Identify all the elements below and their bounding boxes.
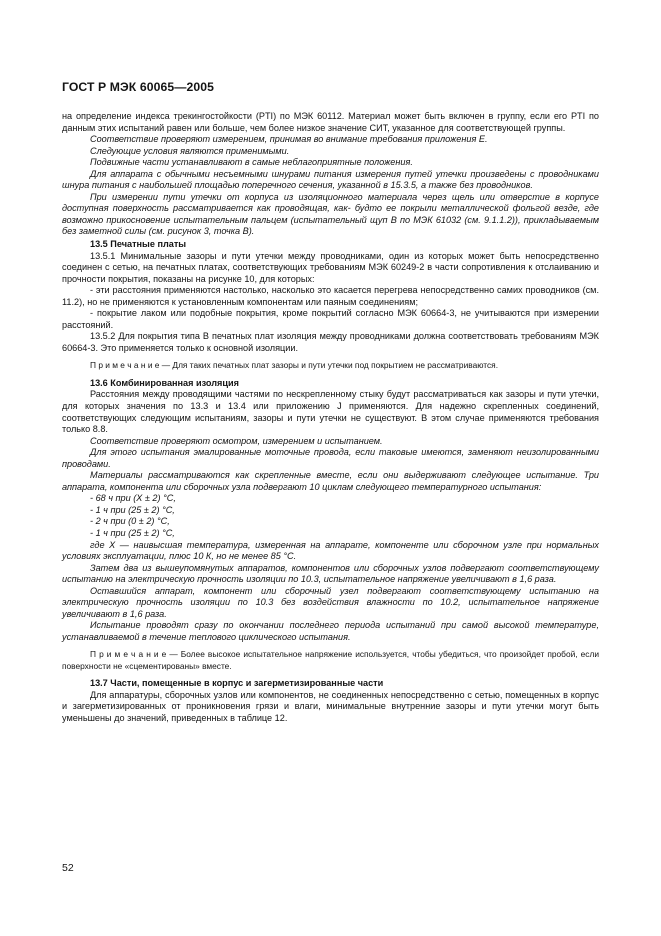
- paragraph: Для этого испытания эмалированные моточные провода, если таковые имеются, заменяют неизолированными проводами.: [62, 447, 599, 469]
- document-header: ГОСТ Р МЭК 60065—2005: [62, 80, 215, 94]
- paragraph: 13.5.2 Для покрытия типа В печатных плат изоляция между проводниками должна соответствовать требованиям МЭК 60664-3. Это применяется только к основной изоляции.: [62, 331, 599, 353]
- paragraph: При измерении пути утечки от корпуса из изоляционного материала через щель или отверстие в корпусе доступная поверхность рассматривается как проводящая, как- будто ее покрыли металлической фольгой везде, где возможно прикосновение испытательным пальцем (испытательный щуп В по МЭК 61032 (см. 9.1.1.2)), прикладываемым без заметной силы (см. рисунок 3, точка В).: [62, 191, 599, 237]
- section-heading: 13.5 Печатные платы: [90, 239, 187, 250]
- paragraph: Материалы рассматриваются как скрепленные вместе, если они выдерживают следующее испытание. Три аппарата, компонента или сборочных узла подвергают 10 циклам следующего температурного испытания:: [62, 470, 599, 492]
- section-heading: 13.7 Части, помещенные в корпус и загерметизированные части: [90, 678, 384, 689]
- paragraph: где Х — наивысшая температура, измеренная на аппарате, компоненте или сборочном узле при нормальных условиях эксплуатации, плюс 10 К, но не менее 85 °С.: [62, 539, 599, 562]
- list-item: - 68 ч при (Х ± 2) °С,: [90, 493, 176, 504]
- list-item: - 1 ч при (25 ± 2) °С,: [90, 504, 175, 515]
- list-item: - 2 ч при (0 ± 2) °С,: [90, 516, 170, 527]
- note: П р и м е ч а н и е — Более высокое испытательное напряжение используется, чтобы убедиться, что произойдет пробой, если поверхности не «сцементированы» вместе.: [62, 649, 599, 671]
- paragraph: Для аппаратуры, сборочных узлов или компонентов, не соединенных непосредственно с сетью, помещенных в корпус и загерметизированных от проникновения грязи и влаги, минимальные внутренние зазоры и пути утечки могут быть уменьшены до значений, приведенных в таблице 12.: [62, 689, 599, 723]
- paragraph: Испытание проводят сразу по окончании последнего периода испытаний при самой высокой температуре, устанавливаемой в течение теплового циклического испытания.: [62, 620, 599, 642]
- paragraph: Соответствие проверяют осмотром, измерением и испытанием.: [90, 435, 383, 446]
- paragraph: Затем два из вышеупомянутых аппаратов, компонентов или сборочных узлов подвергают соответствующему испытанию на электрическую прочность изоляции по 10.3, испытательное напряжение увеличивают в 1,6 раза.: [62, 562, 599, 585]
- paragraph: Соответствие проверяют измерением, принимая во внимание требования приложения Е.: [90, 134, 488, 145]
- page-number: 52: [62, 862, 74, 874]
- note: П р и м е ч а н и е — Для таких печатных плат зазоры и пути утечки под покрытием не рассматриваются.: [90, 360, 499, 371]
- paragraph: Для аппарата с обычными несъемными шнурами питания измерения путей утечки произведены с проводниками шнура питания с наибольшей площадью поперечного сечения, указанной в 15.3.5, а также без проводников.: [62, 168, 599, 191]
- list-item: - 1 ч при (25 ± 2) °С,: [90, 528, 175, 538]
- paragraph: Оставшийся аппарат, компонент или сборочный узел подвергают соответствующему испытанию на электрическую прочность изоляции по 10.3 без воздействия влажности по 10.2, испытательное напряжение увеличивают в 1,6 раза.: [62, 585, 599, 619]
- paragraph: Расстояния между проводящими частями по нескрепленному стыку будут рассматриваться как зазоры и пути утечки, для которых значения по 13.3 и 13.4 или приложению J применяются. Для надежно скрепленных соединений, соответствующих следующим испытаниям, зазоры и пути утечки не существуют. В этом случае применяются требования только 8.8.: [62, 389, 599, 435]
- paragraph: 13.5.1 Минимальные зазоры и пути утечки между проводниками, один из которых может быть непосредственно соединен с сетью, на печатных платах, соответствующих требованиям МЭК 60249-2 в части сопротивления к отслаиванию и прочности покрытия, показаны на рисунке 10, для которых:: [62, 250, 599, 284]
- paragraph: Подвижные части устанавливают в самые неблагоприятные положения.: [90, 157, 413, 168]
- document-body: [62, 111, 599, 724]
- list-item: - покрытие лаком или подобные покрытия, кроме покрытий согласно МЭК 60664-3, не учитываются при измерении расстояний.: [62, 308, 599, 330]
- list-item: - эти расстояния применяются настолько, насколько это касается перегрева непосредственно самих проводников (см. 11.2), но не применяются к установленным компонентам или паяным соединениям;: [62, 285, 599, 307]
- paragraph: на определение индекса трекингостойкости (PTI) по МЭК 60112. Материал может быть включен в группу, если его PTI по данным этих испытаний равен или больше, чем более низкое значение СИТ, указанное для соответствующей группы.: [62, 111, 599, 133]
- section-heading: 13.6 Комбинированная изоляция: [90, 377, 239, 388]
- paragraph: Следующие условия являются применимыми.: [90, 145, 290, 156]
